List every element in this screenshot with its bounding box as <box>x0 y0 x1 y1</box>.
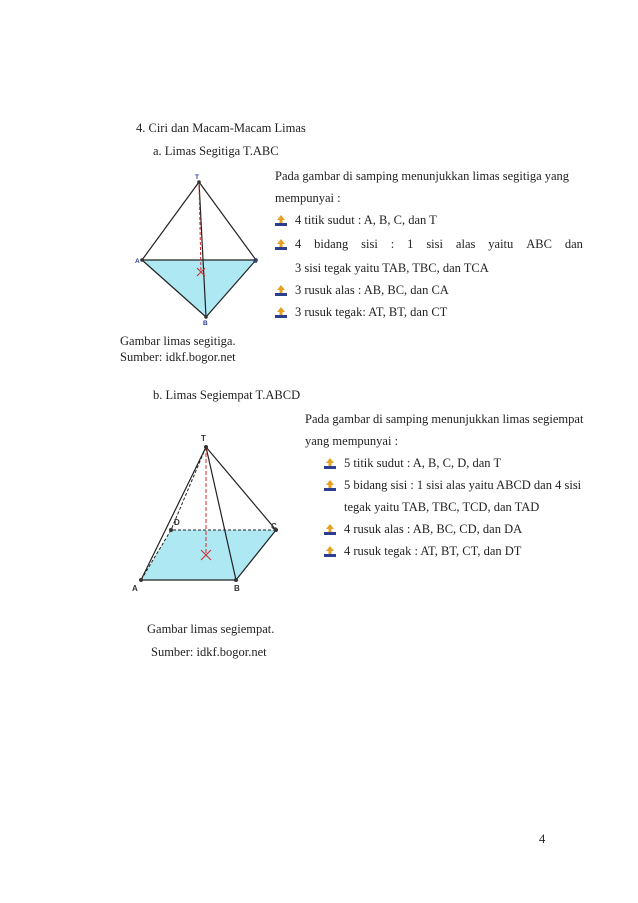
section-heading: 4. Ciri dan Macam-Macam Limas <box>136 121 306 135</box>
bullet-titik-sudut <box>275 213 437 228</box>
sides-continuation: tegak yaitu TAB, TBC, TCD, dan TAD <box>344 500 540 514</box>
vertex-label-c: C <box>253 258 258 265</box>
triangle-base-fill <box>142 260 256 317</box>
bullet-bidang-sisi <box>324 478 581 493</box>
bullet-text: 5 titik sudut : A, B, C, D, dan T <box>344 456 502 470</box>
subheading-limas-segiempat: b. Limas Segiempat T.ABCD <box>153 388 301 402</box>
justified-word: bidang <box>314 237 349 251</box>
justified-word: 4 <box>295 237 302 251</box>
bullet-text: 5 bidang sisi : 1 sisi alas yaitu ABCD dan 4 sisi <box>344 478 582 492</box>
justified-word: sisi <box>361 237 378 251</box>
vertex-label-d: D <box>174 518 180 527</box>
justified-word: alas <box>455 237 476 251</box>
figure-caption: Gambar limas segiempat. <box>147 622 275 636</box>
bullet-arrow-icon <box>275 215 287 227</box>
figure-source: Sumber: idkf.bogor.net <box>120 350 236 364</box>
justified-word: 1 <box>407 237 414 251</box>
justified-word: : <box>390 237 395 251</box>
edge-ct <box>199 182 256 260</box>
bullet-arrow-icon <box>275 307 287 319</box>
vertex-label-b: B <box>203 320 208 327</box>
bullet-arrow-icon <box>275 239 287 251</box>
bullet-arrow-icon <box>324 480 336 492</box>
intro-line1: Pada gambar di samping menunjukkan limas segiempat <box>305 412 584 426</box>
square-pyramid-figure <box>128 430 288 595</box>
justified-word: yaitu <box>488 237 514 251</box>
bullet-text: 3 rusuk alas : AB, BC, dan CA <box>295 283 449 297</box>
page-number: 4 <box>539 832 546 846</box>
bullet-text: 4 titik sudut : A, B, C, dan T <box>295 213 437 227</box>
bullet-rusuk-alas <box>275 283 449 298</box>
bullet-arrow-icon <box>275 285 287 297</box>
intro-line1: Pada gambar di samping menunjukkan limas segitiga yang <box>275 169 570 183</box>
bullet-rusuk-tegak <box>275 305 447 320</box>
bullet-rusuk-alas <box>324 522 522 537</box>
intro-line2: mempunyai : <box>275 191 341 205</box>
bullet-titik-sudut <box>324 456 501 471</box>
bullet-arrow-icon <box>324 524 336 536</box>
triangular-pyramid-figure <box>135 172 260 327</box>
justified-word: ABC <box>526 237 552 251</box>
vertex-label-a: A <box>135 258 140 265</box>
vertex-label-t: T <box>201 434 206 443</box>
subheading-limas-segitiga: a. Limas Segitiga T.ABC <box>153 144 279 158</box>
bullet-text: 4 rusuk alas : AB, BC, CD, dan DA <box>344 522 523 536</box>
bullet-bidang-sisi <box>275 237 583 252</box>
justified-word: dan <box>564 237 583 251</box>
sides-continuation: 3 sisi tegak yaitu TAB, TBC, dan TCA <box>295 261 489 275</box>
vertex-label-c: C <box>271 522 277 531</box>
intro-line2: yang mempunyai : <box>305 434 399 448</box>
vertex-label-t: T <box>195 174 199 181</box>
justified-sides-line <box>295 237 583 252</box>
bullet-arrow-icon <box>324 458 336 470</box>
bullet-rusuk-tegak <box>324 544 521 559</box>
bullet-arrow-icon <box>324 546 336 558</box>
bullet-text: 4 rusuk tegak : AT, BT, CT, dan DT <box>344 544 522 558</box>
figure-caption: Gambar limas segitiga. <box>120 334 236 348</box>
vertex-label-b: B <box>234 584 240 593</box>
edge-ct <box>206 447 276 530</box>
vertex-label-a: A <box>132 584 138 593</box>
edge-at <box>142 182 199 260</box>
figure-source: Sumber: idkf.bogor.net <box>151 645 267 659</box>
justified-word: sisi <box>426 237 443 251</box>
bullet-text: 3 rusuk tegak: AT, BT, dan CT <box>295 305 448 319</box>
